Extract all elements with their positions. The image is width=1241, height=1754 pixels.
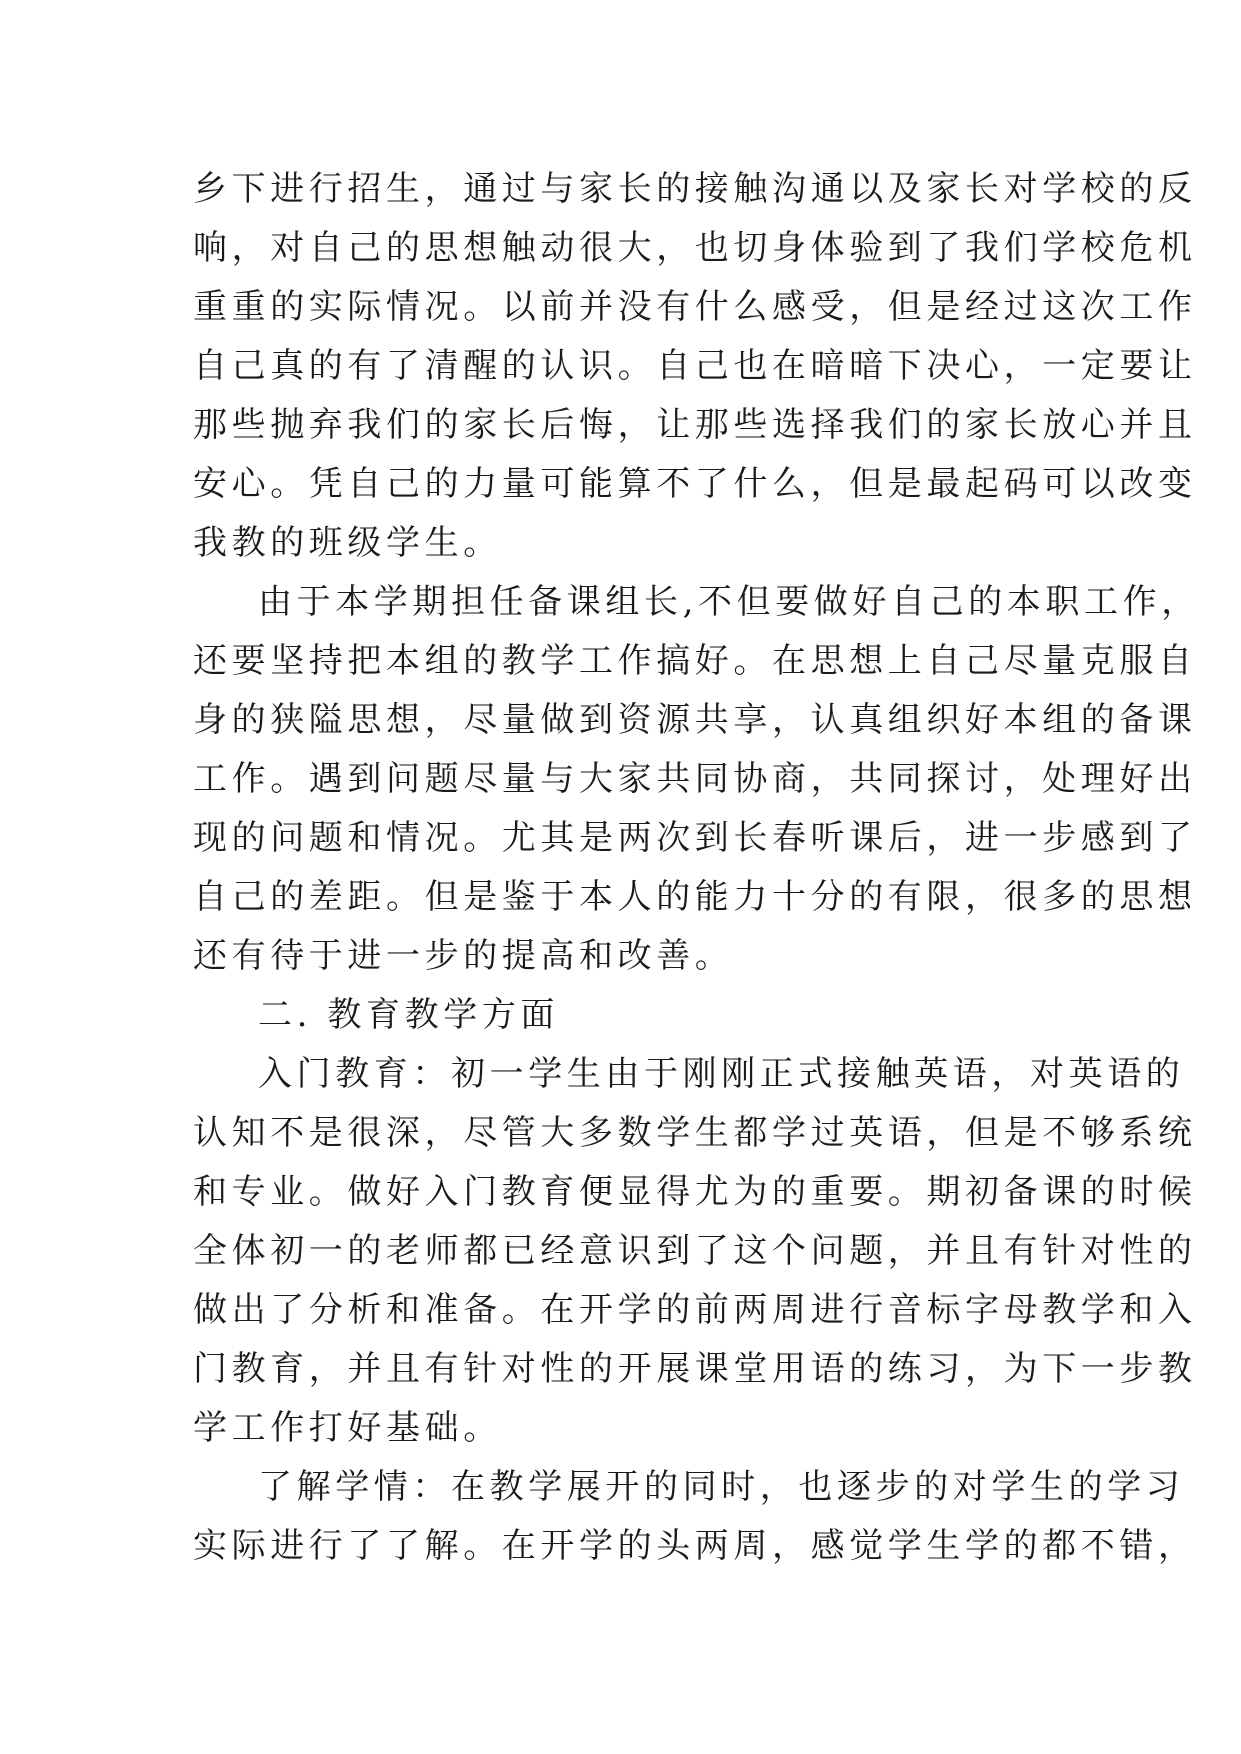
- text-line-4: 自己真的有了清醒的认识。自己也在暗暗下决心，一定要让: [193, 346, 1197, 386]
- text-line-19: 全体初一的老师都已经意识到了这个问题，并且有针对性的: [193, 1231, 1197, 1271]
- text-line-8: 由于本学期担任备课组长,不但要做好自己的本职工作，: [258, 582, 1200, 622]
- text-line-20: 做出了分析和准备。在开学的前两周进行音标字母教学和入: [193, 1290, 1197, 1330]
- text-line-7: 我教的班级学生。: [193, 523, 502, 563]
- text-line-17: 认知不是很深，尽管大多数学生都学过英语，但是不够系统: [193, 1113, 1197, 1153]
- text-line-10: 身的狭隘思想，尽量做到资源共享，认真组织好本组的备课: [193, 700, 1197, 740]
- text-line-21: 门教育，并且有针对性的开展课堂用语的练习，为下一步教: [193, 1349, 1197, 1389]
- text-line-23: 了解学情：在教学展开的同时，也逐步的对学生的学习: [258, 1467, 1185, 1507]
- text-line-13: 自己的差距。但是鉴于本人的能力十分的有限，很多的思想: [193, 877, 1197, 917]
- text-line-2: 响，对自己的思想触动很大，也切身体验到了我们学校危机: [193, 228, 1197, 268]
- text-line-1: 乡下进行招生，通过与家长的接触沟通以及家长对学校的反: [193, 169, 1197, 209]
- text-line-12: 现的问题和情况。尤其是两次到长春听课后，进一步感到了: [193, 818, 1197, 858]
- text-line-6: 安心。凭自己的力量可能算不了什么，但是最起码可以改变: [193, 464, 1197, 504]
- text-line-9: 还要坚持把本组的教学工作搞好。在思想上自己尽量克服自: [193, 641, 1197, 681]
- text-line-3: 重重的实际情况。以前并没有什么感受，但是经过这次工作: [193, 287, 1197, 327]
- text-line-18: 和专业。做好入门教育便显得尤为的重要。期初备课的时候: [193, 1172, 1197, 1212]
- text-line-5: 那些抛弃我们的家长后悔，让那些选择我们的家长放心并且: [193, 405, 1197, 445]
- text-line-11: 工作。遇到问题尽量与大家共同协商，共同探讨，处理好出: [193, 759, 1197, 799]
- text-line-24: 实际进行了了解。在开学的头两周，感觉学生学的都不错，: [193, 1526, 1197, 1566]
- section-heading: 二. 教育教学方面: [258, 995, 560, 1035]
- text-line-16: 入门教育：初一学生由于刚刚正式接触英语，对英语的: [258, 1054, 1185, 1094]
- text-line-14: 还有待于进一步的提高和改善。: [193, 936, 734, 976]
- text-line-22: 学工作打好基础。: [193, 1408, 502, 1448]
